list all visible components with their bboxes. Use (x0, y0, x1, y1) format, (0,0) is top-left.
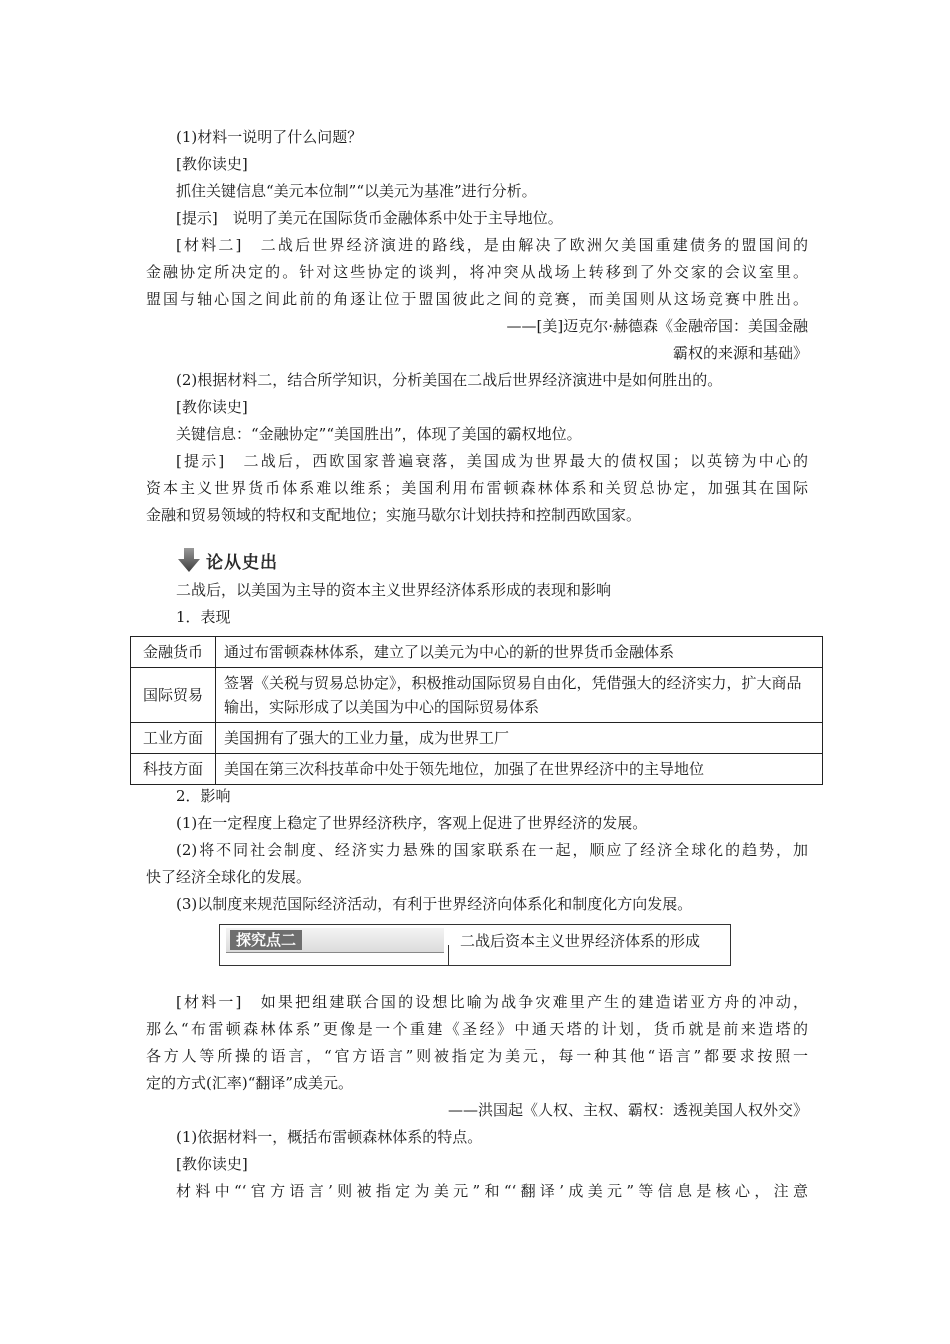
reading-guide-text: 抓住关键信息“美元本位制”“以美元为基准”进行分析。 (176, 182, 537, 200)
subheading: 2．影响 (176, 787, 231, 805)
table-key-cell: 科技方面 (131, 754, 216, 785)
material-1-line: [材料一] 如果把组建联合国的设想比喻为战争灾难里产生的建造诺亚方舟的冲动， (176, 993, 808, 1011)
table-row (131, 754, 823, 785)
material-1-source: ——洪国起《人权、主权、霸权：透视美国人权外交》 (447, 1101, 808, 1119)
effect-item: (1)在一定程度上稳定了世界经济秩序，客观上促进了世界经济的发展。 (176, 814, 648, 832)
effect-item: (3)以制度来规范国际经济活动，有利于世界经济向体系化和制度化方向发展。 (176, 895, 693, 913)
table-row (131, 723, 823, 754)
question-2: (2)根据材料二，结合所学知识，分析美国在二战后世界经济演进中是如何胜出的。 (176, 371, 723, 389)
section-tab (226, 928, 444, 953)
material-2-source: 霸权的来源和基础》 (672, 344, 808, 362)
table-key-cell: 金融货币 (131, 637, 216, 668)
reading-guide-label: [教你读史] (176, 155, 248, 173)
table-row (131, 668, 823, 723)
hint-text: [提示] 二战后，西欧国家普遍衰落，美国成为世界最大的债权国；以英镑为中心的 (176, 452, 808, 470)
material-1-line: 那么“布雷顿森林体系”更像是一个重建《圣经》中通天塔的计划，货币就是前来造塔的 (146, 1020, 808, 1038)
section-tab-label: 探究点二 (230, 930, 302, 950)
summary-intro: 二战后，以美国为主导的资本主义世界经济体系形成的表现和影响 (176, 581, 612, 599)
section-banner (176, 546, 278, 574)
material-1-line: 定的方式(汇率)“翻译”成美元。 (146, 1074, 354, 1092)
banner-title: 论从史出 (206, 552, 278, 573)
table-row (131, 637, 823, 668)
divider (448, 945, 449, 965)
effect-item: (2)将不同社会制度、经济实力悬殊的国家联系在一起，顺应了经济全球化的趋势，加 (176, 841, 808, 859)
hint-text: 金融和贸易领域的特权和支配地位；实施马歇尔计划扶持和控制西欧国家。 (146, 506, 642, 524)
effect-item: 快了经济全球化的发展。 (146, 868, 312, 886)
material-2-line: [材料二] 二战后世界经济演进的路线，是由解决了欧洲欠美国重建债务的盟国间的 (176, 236, 808, 254)
question-1: (1)依据材料一，概括布雷顿森林体系的特点。 (176, 1128, 483, 1146)
material-2-line: 盟国与轴心国之间此前的角逐让位于盟国彼此之间的竞赛，而美国则从这场竞赛中胜出。 (146, 290, 808, 308)
down-arrow-icon (176, 547, 202, 573)
material-2-line: 金融协定所决定的。针对这些协定的谈判，将冲突从战场上转移到了外交家的会议室里。 (146, 263, 808, 281)
reading-guide-label: [教你读史] (176, 398, 248, 416)
performance-table (130, 636, 823, 785)
subheading: 1．表现 (176, 608, 231, 626)
table-value-cell: 美国拥有了强大的工业力量，成为世界工厂 (216, 723, 823, 754)
reading-guide-text: 材料中“‘官方语言’则被指定为美元”和“‘翻译’成美元”等信息是核心，注意 (176, 1182, 808, 1200)
hint-text: 资本主义世界货币体系难以维系；美国利用布雷顿森林体系和关贸总协定，加强其在国际 (146, 479, 808, 497)
material-2-source: ——[美]迈克尔·赫德森《金融帝国：美国金融 (506, 317, 808, 335)
section-title: 二战后资本主义世界经济体系的形成 (460, 932, 701, 950)
table-value-cell: 通过布雷顿森林体系，建立了以美元为中心的新的世界货币金融体系 (216, 637, 823, 668)
table-value-cell: 美国在第三次科技革命中处于领先地位，加强了在世界经济中的主导地位 (216, 754, 823, 785)
material-1-line: 各方人等所操的语言，“官方语言”则被指定为美元，每一种其他“语言”都要求按照一 (146, 1047, 808, 1065)
reading-guide-text: 关键信息：“金融协定”“美国胜出”，体现了美国的霸权地位。 (176, 425, 582, 443)
reading-guide-label: [教你读史] (176, 1155, 248, 1173)
question-1: (1)材料一说明了什么问题？ (176, 128, 363, 146)
table-key-cell: 国际贸易 (131, 668, 216, 723)
hint-text: [提示] 说明了美元在国际货币金融体系中处于主导地位。 (176, 209, 563, 227)
table-key-cell: 工业方面 (131, 723, 216, 754)
section-heading-box (219, 924, 731, 966)
table-value-cell: 签署《关税与贸易总协定》，积极推动国际贸易自由化，凭借强大的经济实力，扩大商品输出，实际形成了以美国为中心的国际贸易体系 (216, 668, 823, 723)
